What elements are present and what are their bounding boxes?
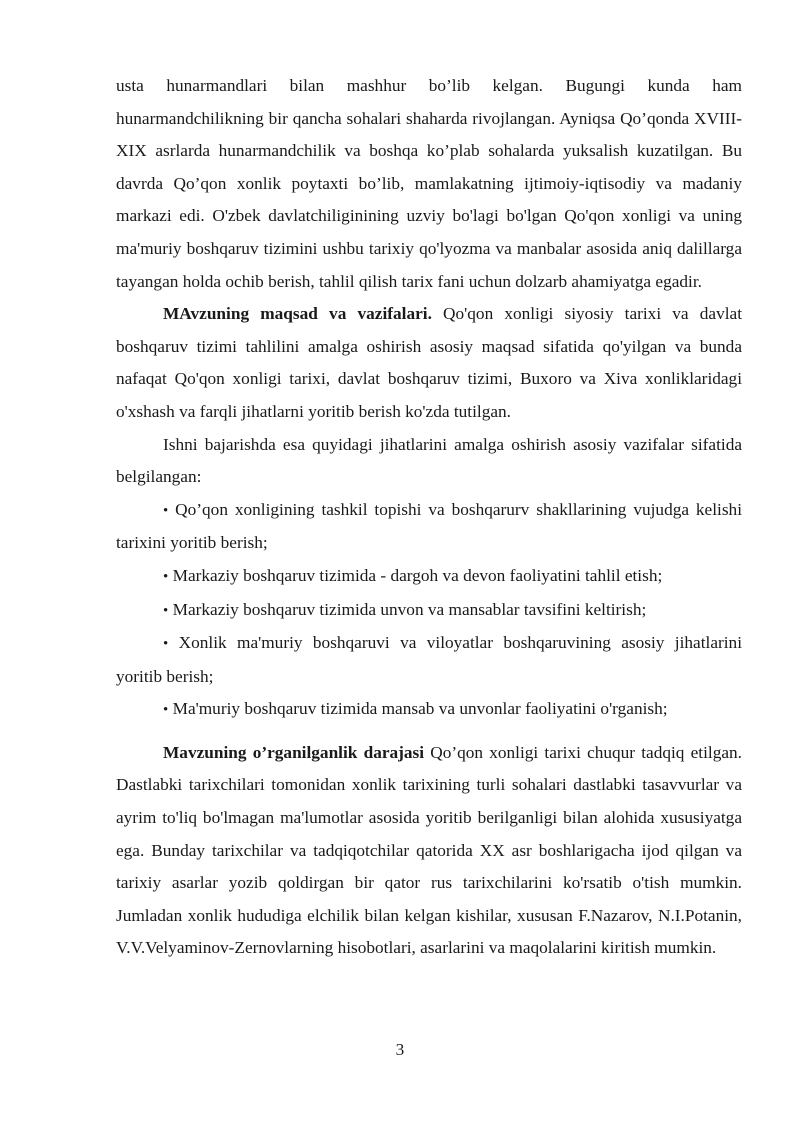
bullet-item: • Ma'muriy boshqaruv tizimida mansab va unvonlar faoliyatini o'rganish; [163,699,668,719]
document-body [116,70,742,965]
bullet-item: • Markaziy boshqaruv tizimida - dargoh va devon faoliyatini tahlil etish; [163,565,663,585]
bullet-icon: • [163,702,169,719]
bullet-item: • Qo’qon xonligining tashkil topishi va boshqarurv shakllarining vujudga kelishi tarixini yoritib berish; [116,499,742,553]
bullet-item: • Markaziy boshqaruv tizimida unvon va mansablar tavsifini keltirish; [163,599,647,619]
paragraph-goals [116,298,742,428]
study-level-heading: Mavzuning o’rganilganlik darajasi [163,742,425,762]
goals-heading: MAvzuning maqsad va vazifalari. [163,304,432,324]
paragraph-tasks: Ishni bajarishda esa quyidagi jihatlarini amalga oshirish asosiy vazifalar sifatida belgilangan: [116,434,742,487]
bullet-icon: • [163,602,169,619]
paragraph-intro: usta hunarmandlari bilan mashhur bo’lib kelgan. Bugungi kunda ham hunarmandchilikning bir qancha sohalari shaharda rivojlangan. Ayniqsa Qo’qonda XVIII-XIX asrlarda hunarmandchilik va boshqa ko’plab sohalarda yuksalish kuzatilgan. Bu davrda Qo’qon xonlik poytaxti bo’lib, mamlakatning ijtimoiy-iqtisodiy va madaniy markazi edi. O'zbek davlatchiliginining uzviy bo'lagi bo'lgan Qo'qon xonligi va uning ma'muriy boshqaruv tizimini ushbu tarixiy qo'lyozma va manbalar asosida aniq dalillarga tayangan holda ochib berish, tahlil qilish tarix fani uchun dolzarb ahamiyatga egadir. [116,76,742,291]
bullet-item: • Xonlik ma'muriy boshqaruvi va viloyatlar boshqaruvining asosiy jihatlarini yoritib berish; [116,633,742,686]
bullet-icon: • [163,568,169,585]
paragraph-study-level [116,737,742,965]
bullet-icon: • [163,636,169,653]
spacer [116,727,742,737]
goals-text: Qo'qon xonligi siyosiy tarixi va davlat boshqaruv tizimi tahlilini amalga oshirish asosiy maqsad sifatida qo'yilgan va bunda nafaqat Qo'qon xonligi tarixi, davlat boshqaruv tizimi, Buxoro va Xiva xonliklaridagi o'xshash va farqli jihatlarni yoritib berish ko'zda tutilgan. [116,304,742,421]
bullet-icon: • [163,502,169,519]
page-number: 3 [395,1040,405,1059]
study-level-text: Qo’qon xonligi tarixi chuqur tadqiq etilgan. Dastlabki tarixchilari tomonidan xonlik tarixining turli sohalari dastlabki tasavvurlar va ayrim to'liq bo'lmagan ma'lumotlar asosida yoritib berilganligi bilan alohida xususiyatga ega. Bunday tarixchilar va tadqiqotchilar qatorida XX asr boshlarigacha ijod qilgan va tarixiy asarlar yozib qoldirgan bir qator rus tarixchilarini ko'rsatib o'tish mumkin. Jumladan xonlik hududiga elchilik bilan kelgan kishilar, xususan F.Nazarov, N.I.Potanin, V.V.Velyaminov-Zernovlarning hisobotlari, asarlarini va maqolalarini kiritish mumkin. [116,742,742,958]
